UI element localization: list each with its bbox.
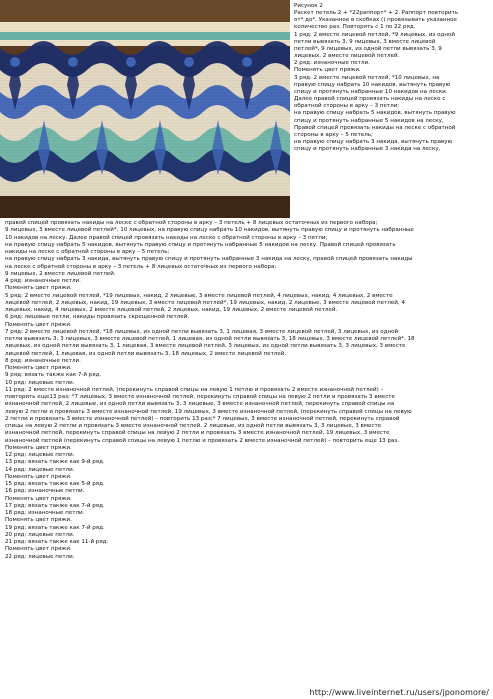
pattern-text-line: спицу и протянуть набранные 10 накидов на лески. bbox=[294, 88, 448, 95]
pattern-text-line: на правую спицу набрать 5 накидов, вытянуть правую спицу и протянуть набранные 5 накидов на леску. Правой спицей провязать bbox=[5, 241, 396, 248]
pattern-text-line: от* до*. Указанное в скобках () провязывать указанное bbox=[294, 17, 457, 24]
pattern-text-line: лицевых, из одной петли вывязать 3, 1 лицевая, 3 вместе лицевой петлей, 3 лицевых, из одной петли вывязать 3, 3 лицевых, 3 вместе bbox=[5, 343, 406, 350]
pattern-text-line: 9 лицевых, 2 вместе лицевой петлей. bbox=[5, 270, 116, 277]
pattern-text-line: 3 ряд: 2 вместе лицевой петлей, *10 лицевых, на bbox=[294, 74, 440, 81]
pattern-text-right-column bbox=[294, 3, 490, 153]
pattern-text-line: 13 ряд: вязать также как 9-й ряд. bbox=[5, 459, 105, 466]
pattern-text-line: 9 лицевых, 3 вместе лицевой петлей*, 10 лицевых, на правую спицу набрать 10 накидов, вытянуть правую спицу и протянуть набранные bbox=[5, 227, 414, 234]
pattern-text-line: 9 ряд: вязать также как 7-й ряд. bbox=[5, 372, 102, 379]
pattern-text-line: стороны в арку – 5 петель; bbox=[294, 131, 373, 138]
pattern-text-line: Поменять цвет пряжи. bbox=[5, 546, 72, 553]
pattern-text-line: петли вывязать 3, 9 лицевых, 3 вместе лицевой bbox=[294, 38, 436, 45]
pattern-text-line: на леске с обратной стороны в арку – 3 петель + 8 лицевых остаточных из первого набора; bbox=[5, 263, 277, 270]
pattern-text-line: спицы на левую 2 петли и провязать 3 вместе изнаночной петлей, 2 лицевые, из одной петли вывязать 3, 3 лицевые, 3 вместе bbox=[5, 423, 382, 429]
pattern-text-line: петлей*, 9 лицевых, из одной петли вывязать 3, 9 bbox=[294, 45, 442, 52]
pattern-text-line: 15 ряд: вязать также как 5-й ряд. bbox=[5, 481, 105, 487]
pattern-text-line: лицевой петлей, 1 лицевая, из одной петли вывязать 3, 18 лицевых, 2 вместе лицевой петлей. bbox=[5, 350, 287, 357]
knitting-photo bbox=[0, 0, 290, 218]
pattern-text-line: на правую спицу набрать 3 накида, вытянуть правую bbox=[294, 138, 453, 145]
pattern-text-line: Поменять цвет пряжи. bbox=[5, 473, 72, 480]
pattern-text-line: лицевой петлей, 2 лицевых, накид, 19 лицевых, 3 вместе лицевой петлей*, 19 лицевых, накид, 2 лицевые, 3 вместе лицевой петлей, 4 bbox=[5, 299, 405, 306]
pattern-text-line: 11 ряд: 2 вместе изнаночной петлей, (перекинуть справой спицы на левую 1 петлю и провязать 2 вместе изнаночной петлей) – bbox=[5, 386, 384, 393]
pattern-text-line: 18 ряд: изнаночные петли. bbox=[5, 510, 85, 516]
pattern-text-line: спицу и протянуть набранные 5 накидов на леску, bbox=[294, 117, 444, 124]
pattern-text-line: на правую спицу набрать 5 накидов, вытянуть правую bbox=[294, 110, 456, 117]
source-watermark: http://www.liveinternet.ru/users/jponomore/ bbox=[309, 688, 489, 697]
pattern-text-line: количество раз. Повторять с 1 по 22 ряд. bbox=[294, 24, 416, 31]
pattern-text-line: обратной стороны в арку – 3 петли; bbox=[294, 103, 400, 110]
pattern-text-line: Далее правой спицей провязать накиды на леске с bbox=[294, 96, 446, 103]
pattern-text-line: Поменять цвет пряжи. bbox=[5, 285, 72, 292]
pattern-text-line: петли вывязать 3, 3 лицевых, 3 вместе лицевой петлей, 1 лицевая, из одной петли вывязать 3, 18 лицевых, 3 вместе лицевой петлей*, 18 bbox=[5, 336, 415, 342]
pattern-text-line: 2 ряд: изнаночные петли. bbox=[294, 60, 370, 67]
pattern-text-line: 5 ряд: 2 вместе лицевой петлей, *19 лицевых, накид, 2 лицевые, 3 вместе лицевой петлей, 4 лицевых, накид, 4 лицевых, 2 вместе bbox=[5, 292, 393, 299]
pattern-text-line: Рисунок 2 bbox=[294, 3, 323, 9]
pattern-text-line: накиды на леске с обратной стороны в арку – 5 петель; bbox=[5, 249, 170, 255]
pattern-text-line: на правую спицу набрать 3 накида, вытянуть правую спицу и протянуть набранные 3 накида на леску, правой спицей провязать накиды bbox=[5, 256, 413, 263]
pattern-text-line: Поменять цвет пряжи. bbox=[5, 365, 72, 371]
pattern-text-line: 14 ряд: лицевые петли. bbox=[5, 466, 75, 473]
pattern-text-line: Поменять цвет пряжи. bbox=[5, 444, 72, 451]
pattern-text-line: 8 ряд: изнаночные петли. bbox=[5, 357, 81, 364]
pattern-text-line: изнаночной петлей, 2 лицевые, из одной петли вывязать 3, 3 лицевые, 3 вместе изнаночной петлей, перекинуть справой спицы на bbox=[5, 401, 395, 408]
pattern-text-line: лицевых, накид, 4 лицевых, 2 вместе лицевой петлей, 2 лицевых, накид, 19 лицевых, 2 вместе лицевой петлей. bbox=[5, 307, 338, 313]
pattern-text-line: Поменять цвет пряжи. bbox=[294, 67, 361, 74]
pattern-text-line: изнаночной петлей, перекинуть справой спицы на левую 2 петли и провязать 3 вместе изнаночной петлей, 19 лицевых, 3 вместе bbox=[5, 430, 390, 437]
pattern-text-line: Раскет петель 2 + *22раппорт* + 2. Раппорт повторить bbox=[294, 10, 459, 17]
pattern-text-line: 10 ряд: лицевые петли. bbox=[5, 379, 75, 386]
pattern-text-line: 2 петли и провязать 3 вместе изнаночной петлей) – повторить 13 раз;* 7 лицевых, 3 вместе изнаночной петлей, перекинуть справой bbox=[5, 415, 400, 422]
pattern-text-line: правую спицу набрать 10 накидов, вытянуть правую bbox=[294, 81, 451, 88]
pattern-text-line: повторить еще13 раз; *7 лицевых, 3 вместе изнаночной петлей, перекинуть справой спицы на левую 2 петли и провязать 3 вместе bbox=[5, 394, 395, 400]
pattern-text-line: правой спицей провязать накиды на леске с обратной стороны в арку – 3 петель + 8 лицевых остаточных из первого набора; bbox=[5, 220, 378, 226]
pattern-text-line: Поменять цвет пряжи. bbox=[5, 517, 72, 524]
pattern-text-line: изнаночной петлей (перекинуть справой спицы на левую 1 петлю и провязать 2 вместе изнаночной петлей) – повторить еще 13 раз. bbox=[5, 437, 400, 444]
pattern-text-line: 12 ряд: лицевые петли. bbox=[5, 452, 75, 458]
pattern-text-line: Поменять цвет пряжи. bbox=[5, 321, 72, 328]
pattern-text-line: 16 ряд: изнаночные петли. bbox=[5, 488, 85, 495]
pattern-text-line: Правой спицей провязать накиды на леске с обратной bbox=[294, 124, 456, 131]
pattern-text-line: 17 ряд: вязать также как 7-й ряд. bbox=[5, 502, 105, 509]
pattern-text-line: 7 ряд: 2 вместе лицевой петлей, *18 лицевых, из одной петли вывязать 3, 1 лицевая, 3 вместе лицевой петлей, 3 лицевых, из одной bbox=[5, 328, 399, 335]
pattern-text-line: 20 ряд: лицевые петли. bbox=[5, 531, 75, 538]
pattern-text-line: левую 2 петли и провязать 3 вместе изнаночной петлей, 19 лицевых, 3 вместе изнаночной петлей, (перекинуть справой спицы на левую bbox=[5, 408, 412, 415]
pattern-text-line: 22 ряд: лицевые петли. bbox=[5, 553, 75, 560]
pattern-text-line: 10 накидов на леску. Далее правой спицей провязать накиды на леске с обратной стороны в арку – 3 петли; bbox=[5, 234, 328, 241]
pattern-text-line: 21 ряд: вязать также как 11-й ряд. bbox=[5, 539, 109, 545]
knitted-pattern-image bbox=[0, 0, 290, 218]
pattern-text-line: 4 ряд: изнаночные петли. bbox=[5, 278, 81, 284]
pattern-text-line: Поменять цвет пряжи. bbox=[5, 495, 72, 502]
pattern-text-line: 19 ряд: вязать также как 7-й ряд. bbox=[5, 524, 105, 531]
pattern-text-line: 1 ряд: 2 вместе лицевой петлей, *9 лицевых, из одной bbox=[294, 31, 455, 38]
pattern-text-line: 6 ряд: лицевые петли, накиды провязать скрещенной петлей. bbox=[5, 314, 190, 321]
pattern-text-line: лицевых, 2 вместе лицевой петлей. bbox=[294, 53, 400, 60]
pattern-text-line: спицу и протянуть набранные 3 накида на леску, bbox=[294, 146, 441, 153]
pattern-text-full-width bbox=[5, 220, 489, 561]
